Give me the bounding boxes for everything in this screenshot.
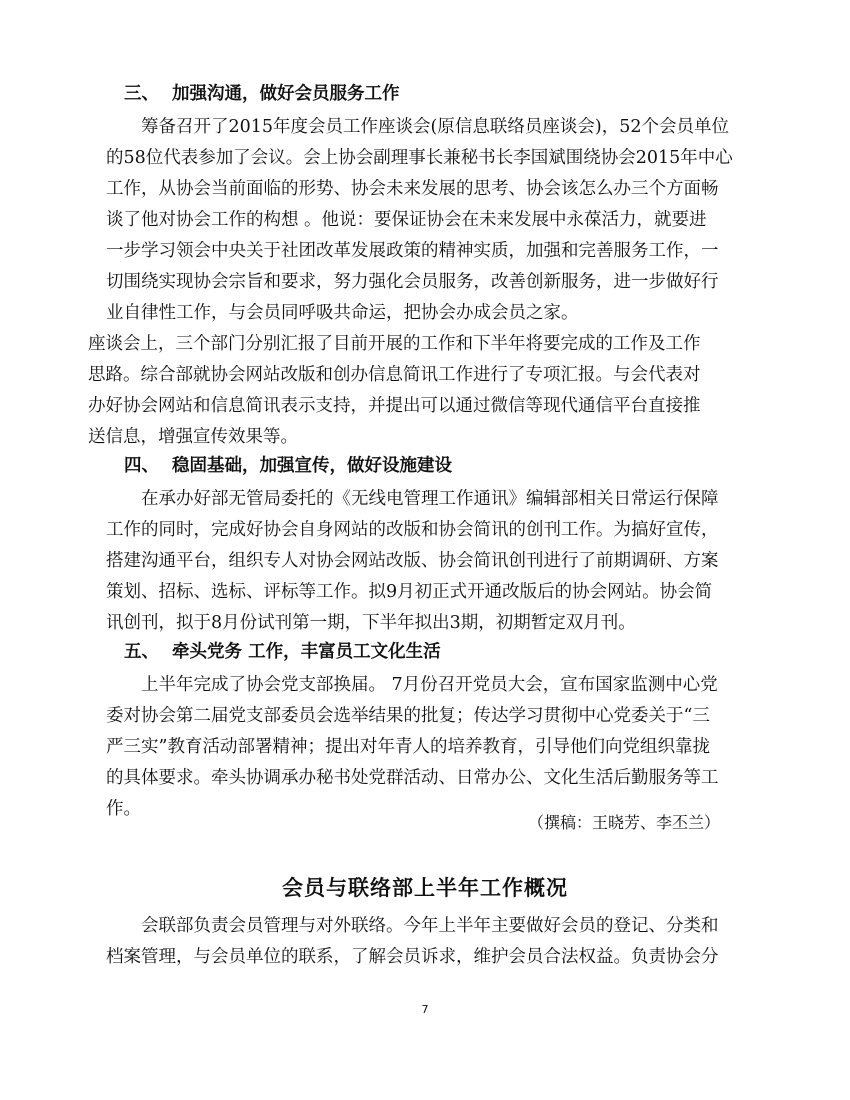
paragraph-line: 严三实”教育活动部署精神；提出对年青人的培养教育，引导他们向党组织靠拢 — [106, 737, 710, 757]
section-heading-3 — [124, 84, 400, 104]
paragraph-line: 工作的同时，完成好协会自身网站的改版和协会简讯的创刊工作。为搞好宣传， — [106, 520, 719, 540]
paragraph-line: 委对协会第二届党支部委员会选举结果的批复；传达学习贯彻中心党委关于“三 — [106, 706, 710, 726]
article-title: 会员与联络部上半年工作概况 — [282, 876, 568, 900]
paragraph-line: 策划、招标、选标、评标等工作。拟9月初正式开通改版后的协会网站。协会简 — [106, 582, 713, 602]
section-heading-text: 牵头党务 工作，丰富员工文化生活 — [172, 642, 441, 662]
paragraph-line: 办好协会网站和信息简讯表示支持，并提出可以通过微信等现代通信平台直接推 — [88, 396, 701, 416]
paragraph-line: 搭建沟通平台，组织专人对协会网站改版、协会简讯创刊进行了前期调研、方案 — [106, 551, 719, 571]
paragraph-line: 谈了他对协会工作的构想 。他说：要保证协会在未来发展中永葆活力，就要进 — [106, 210, 707, 230]
paragraph-line: 的58位代表参加了会议。会上协会副理事长兼秘书长李国斌围绕协会2015年中心 — [106, 148, 733, 168]
byline: （撰稿：王晓芳、李丕兰） — [528, 813, 721, 832]
paragraph-line: 切围绕实现协会宗旨和要求，努力强化会员服务，改善创新服务，进一步做好行 — [106, 272, 719, 292]
paragraph-line: 在承办好部无管局委托的《无线电管理工作通讯》编辑部相关日常运行保障 — [141, 489, 719, 509]
section-heading-5 — [124, 642, 441, 662]
paragraph-line: 工作，从协会当前面临的形势、协会未来发展的思考、协会该怎么办三个方面畅 — [106, 179, 719, 199]
paragraph-line: 讯创刊，拟于8月份试刊第一期，下半年拟出3期，初期暂定双月刊。 — [106, 613, 636, 633]
paragraph-line: 座谈会上，三个部门分别汇报了目前开展的工作和下半年将要完成的工作及工作 — [88, 334, 701, 354]
page-number: 7 — [421, 1003, 429, 1016]
paragraph-line: 档案管理，与会员单位的联系，了解会员诉求，维护会员合法权益。负责协会分 — [106, 947, 719, 967]
paragraph-line: 作。 — [106, 799, 141, 819]
section-number: 四、 — [124, 456, 159, 476]
section-heading-text: 稳固基础，加强宣传，做好设施建设 — [172, 456, 452, 476]
paragraph-line: 业自律性工作，与会员同呼吸共命运，把协会办成会员之家。 — [106, 303, 579, 323]
paragraph-line: 思路。综合部就协会网站改版和创办信息简讯工作进行了专项汇报。与会代表对 — [88, 365, 701, 385]
section-number: 三、 — [124, 84, 159, 104]
paragraph-line: 送信息，增强宣传效果等。 — [88, 427, 298, 447]
section-heading-text: 加强沟通，做好会员服务工作 — [172, 84, 400, 104]
paragraph-line: 一步学习领会中央关于社团改革发展政策的精神实质，加强和完善服务工作，一 — [106, 241, 719, 261]
paragraph-line: 上半年完成了协会党支部换届。 7月份召开党员大会，宣布国家监测中心党 — [141, 675, 718, 695]
paragraph-line: 筹备召开了2015年度会员工作座谈会(原信息联络员座谈会)，52个会员单位 — [141, 117, 729, 137]
section-number: 五、 — [124, 642, 159, 662]
paragraph-line: 的具体要求。牵头协调承办秘书处党群活动、日常办公、文化生活后勤服务等工 — [106, 768, 719, 788]
paragraph-line: 会联部负责会员管理与对外联络。今年上半年主要做好会员的登记、分类和 — [141, 916, 719, 936]
section-heading-4 — [124, 456, 452, 476]
